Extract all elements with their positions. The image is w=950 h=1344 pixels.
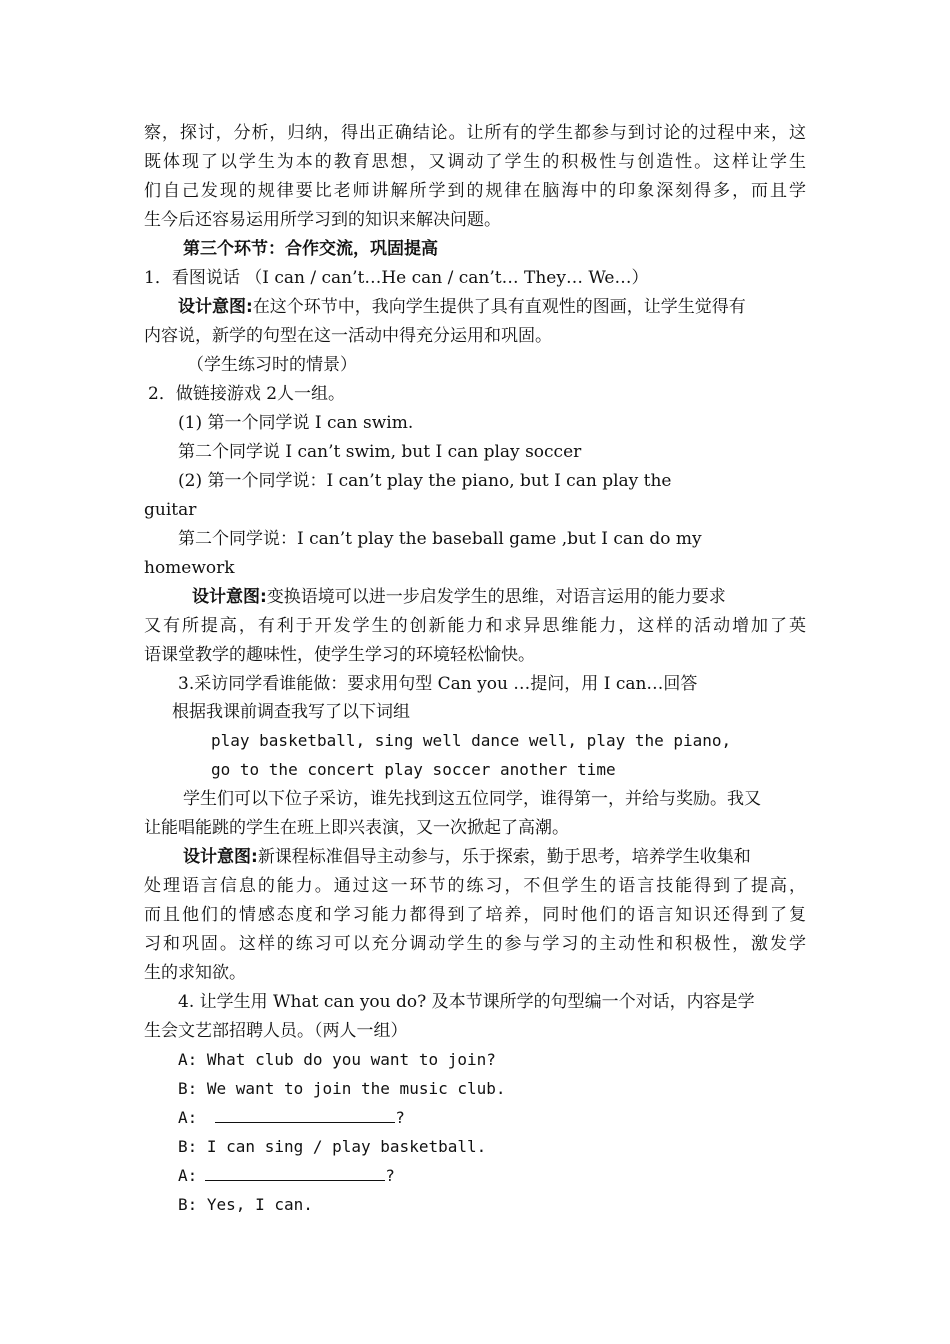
dialog-line: B: We want to join the music club. bbox=[178, 1079, 506, 1098]
design-intent-line bbox=[178, 295, 746, 319]
dialog-line-blank bbox=[178, 1106, 405, 1130]
dialog-line-blank bbox=[178, 1164, 395, 1188]
game-step: 第二个同学说：I can’t play the baseball game ,but I can do my bbox=[178, 529, 702, 549]
design-intent-line: 而且他们的情感态度和学习能力都得到了培养，同时他们的语言知识还得到了复 bbox=[144, 905, 806, 925]
game-step: (1) 第一个同学说 I can swim. bbox=[178, 413, 414, 433]
item-4-title: 4. 让学生用 What can you do? 及本节课所学的句型编一个对话，内容是学 bbox=[178, 992, 755, 1012]
paragraph-line: 让能唱能跳的学生在班上即兴表演，又一次掀起了高潮。 bbox=[144, 818, 569, 838]
design-intent-line bbox=[192, 585, 726, 609]
paragraph-line: 生今后还容易运用所学习到的知识来解决问题。 bbox=[144, 210, 501, 230]
design-intent-line: 内容说，新学的句型在这一活动中得充分运用和巩固。 bbox=[144, 326, 552, 346]
design-intent-line: 习和巩固。这样的练习可以充分调动学生的参与学习的主动性和积极性，激发学 bbox=[144, 934, 806, 954]
design-intent-text: 变换语境可以进一步启发学生的思维，对语言运用的能力要求 bbox=[266, 587, 726, 607]
item-3-line: 根据我课前调查我写了以下词组 bbox=[172, 702, 410, 722]
item-2-title: 2．做链接游戏 2人一组。 bbox=[148, 384, 346, 404]
scene-caption: （学生练习时的情景） bbox=[187, 355, 357, 375]
dialog-line: B: Yes, I can. bbox=[178, 1195, 313, 1214]
section-heading: 第三个环节：合作交流，巩固提高 bbox=[183, 239, 438, 259]
item-4-line: 生会文艺部招聘人员。（两人一组） bbox=[144, 1021, 408, 1041]
game-step: 第二个同学说 I can’t swim, but I can play soccer bbox=[178, 442, 582, 462]
dialog-speaker: A: bbox=[178, 1108, 198, 1127]
paragraph-line: 学生们可以下位子采访，谁先找到这五位同学，谁得第一，并给与奖励。我又 bbox=[183, 789, 761, 809]
design-intent-text: 在这个环节中，我向学生提供了具有直观性的图画，让学生觉得有 bbox=[252, 297, 746, 317]
design-intent-label: 设计意图: bbox=[178, 297, 253, 317]
dialog-line: B: I can sing / play basketball. bbox=[178, 1137, 487, 1156]
design-intent-line: 又有所提高，有利于开发学生的创新能力和求异思维能力，这样的活动增加了英 bbox=[144, 616, 806, 636]
design-intent-label: 设计意图: bbox=[192, 587, 267, 607]
design-intent-label: 设计意图: bbox=[183, 847, 258, 867]
paragraph-line: 察，探讨，分析，归纳，得出正确结论。让所有的学生都参与到讨论的过程中来，这 bbox=[144, 123, 806, 143]
phrase-list: go to the concert play soccer another time bbox=[211, 760, 616, 779]
dialog-question-mark: ? bbox=[385, 1166, 395, 1185]
item-1-title: 1．看图说话 （I can / can’t…He can / can’t… They… We…） bbox=[144, 268, 649, 288]
design-intent-line: 语课堂教学的趣味性，使学生学习的环境轻松愉快。 bbox=[144, 645, 535, 665]
phrase-list: play basketball, sing well dance well, play the piano, bbox=[211, 731, 732, 750]
paragraph-line: 们自己发现的规律要比老师讲解所学到的规律在脑海中的印象深刻得多，而且学 bbox=[144, 181, 806, 201]
game-step-cont: guitar bbox=[144, 500, 197, 520]
game-step: (2) 第一个同学说：I can’t play the piano, but I can play the bbox=[178, 471, 672, 491]
item-3-title: 3.采访同学看谁能做：要求用句型 Can you …提问，用 I can…回答 bbox=[178, 674, 698, 694]
fill-in-blank bbox=[205, 1164, 385, 1181]
game-step-cont: homework bbox=[144, 558, 235, 578]
dialog-line: A: What club do you want to join? bbox=[178, 1050, 496, 1069]
dialog-question-mark: ? bbox=[395, 1108, 405, 1127]
paragraph-line: 既体现了以学生为本的教育思想，又调动了学生的积极性与创造性。这样让学生 bbox=[144, 152, 806, 172]
design-intent-text: 新课程标准倡导主动参与，乐于探索，勤于思考，培养学生收集和 bbox=[257, 847, 751, 867]
design-intent-line: 生的求知欲。 bbox=[144, 963, 246, 983]
fill-in-blank bbox=[215, 1106, 395, 1123]
design-intent-line: 处理语言信息的能力。通过这一环节的练习，不但学生的语言技能得到了提高， bbox=[144, 876, 806, 896]
design-intent-line bbox=[183, 845, 751, 869]
dialog-speaker: A: bbox=[178, 1166, 198, 1185]
